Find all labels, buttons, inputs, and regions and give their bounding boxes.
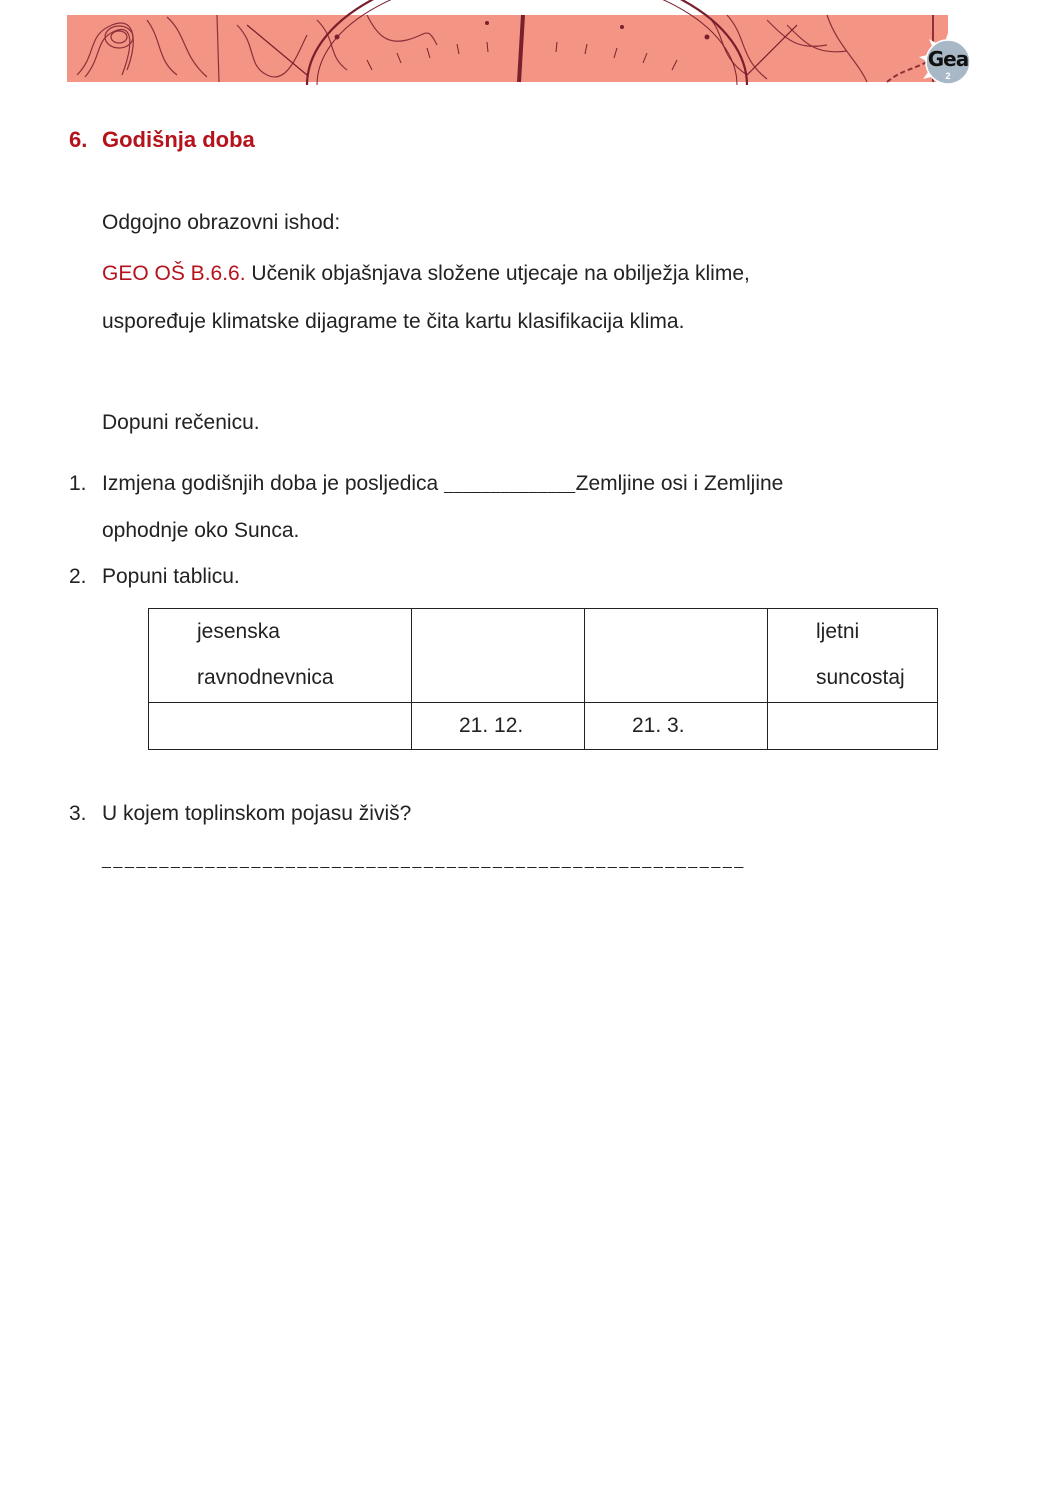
table-cell-empty[interactable]: [149, 703, 412, 750]
task-3-text: U kojem toplinskom pojasu živiš?: [102, 802, 412, 825]
outcome-label: Odgojno obrazovni ishod:: [102, 211, 341, 234]
task-1-line-1: [102, 472, 783, 496]
table-cell-empty[interactable]: [585, 609, 768, 703]
cell-text: ljetni: [816, 620, 860, 643]
table-cell[interactable]: [768, 609, 938, 703]
gea-logo: [919, 33, 977, 91]
table-cell[interactable]: [585, 703, 768, 750]
topographic-map-illustration: [67, 15, 948, 82]
section-title: [69, 127, 255, 153]
cell-text: ravnodnevnica: [197, 666, 334, 689]
task-1-blank[interactable]: ______________: [444, 477, 576, 494]
outcome-code: GEO OŠ B.6.6.: [102, 262, 246, 285]
logo-text: Gea: [927, 47, 969, 71]
table-cell-empty[interactable]: [768, 703, 938, 750]
task-2-text: Popuni tablicu.: [102, 565, 240, 588]
instruction-text: Dopuni rečenicu.: [102, 411, 260, 434]
task-1-number: 1.: [69, 472, 87, 495]
section-title-text: Godišnja doba: [102, 127, 255, 152]
cell-text: jesenska: [197, 620, 280, 643]
outcome-text-2: uspoređuje klimatske dijagrame te čita kartu klasifikacija klima.: [102, 310, 685, 333]
outcome-line-1: [102, 262, 750, 286]
task-1-line-2: ophodnje oko Sunca.: [102, 519, 300, 542]
outcome-text-1: Učenik objašnjava složene utjecaje na obilježja klime,: [245, 262, 750, 285]
task-1-text-before: Izmjena godišnjih doba je posljedica: [102, 472, 445, 495]
table-row: [149, 703, 938, 750]
cell-text: suncostaj: [816, 666, 905, 689]
logo-subtext: 2: [945, 71, 951, 81]
header-banner: [67, 15, 969, 82]
task-3-answer-line[interactable]: ________________________________________________________: [102, 852, 746, 869]
seasons-table: [148, 608, 938, 750]
table-row: [149, 609, 938, 703]
table-cell[interactable]: [412, 703, 585, 750]
task-1-text-after: Zemljine osi i Zemljine: [575, 472, 784, 495]
task-3-number: 3.: [69, 802, 87, 825]
task-2-number: 2.: [69, 565, 87, 588]
table-cell-empty[interactable]: [412, 609, 585, 703]
cell-text: 21. 3.: [632, 714, 685, 737]
section-number: 6.: [69, 127, 88, 152]
table-cell[interactable]: [149, 609, 412, 703]
cell-text: 21. 12.: [459, 714, 524, 737]
